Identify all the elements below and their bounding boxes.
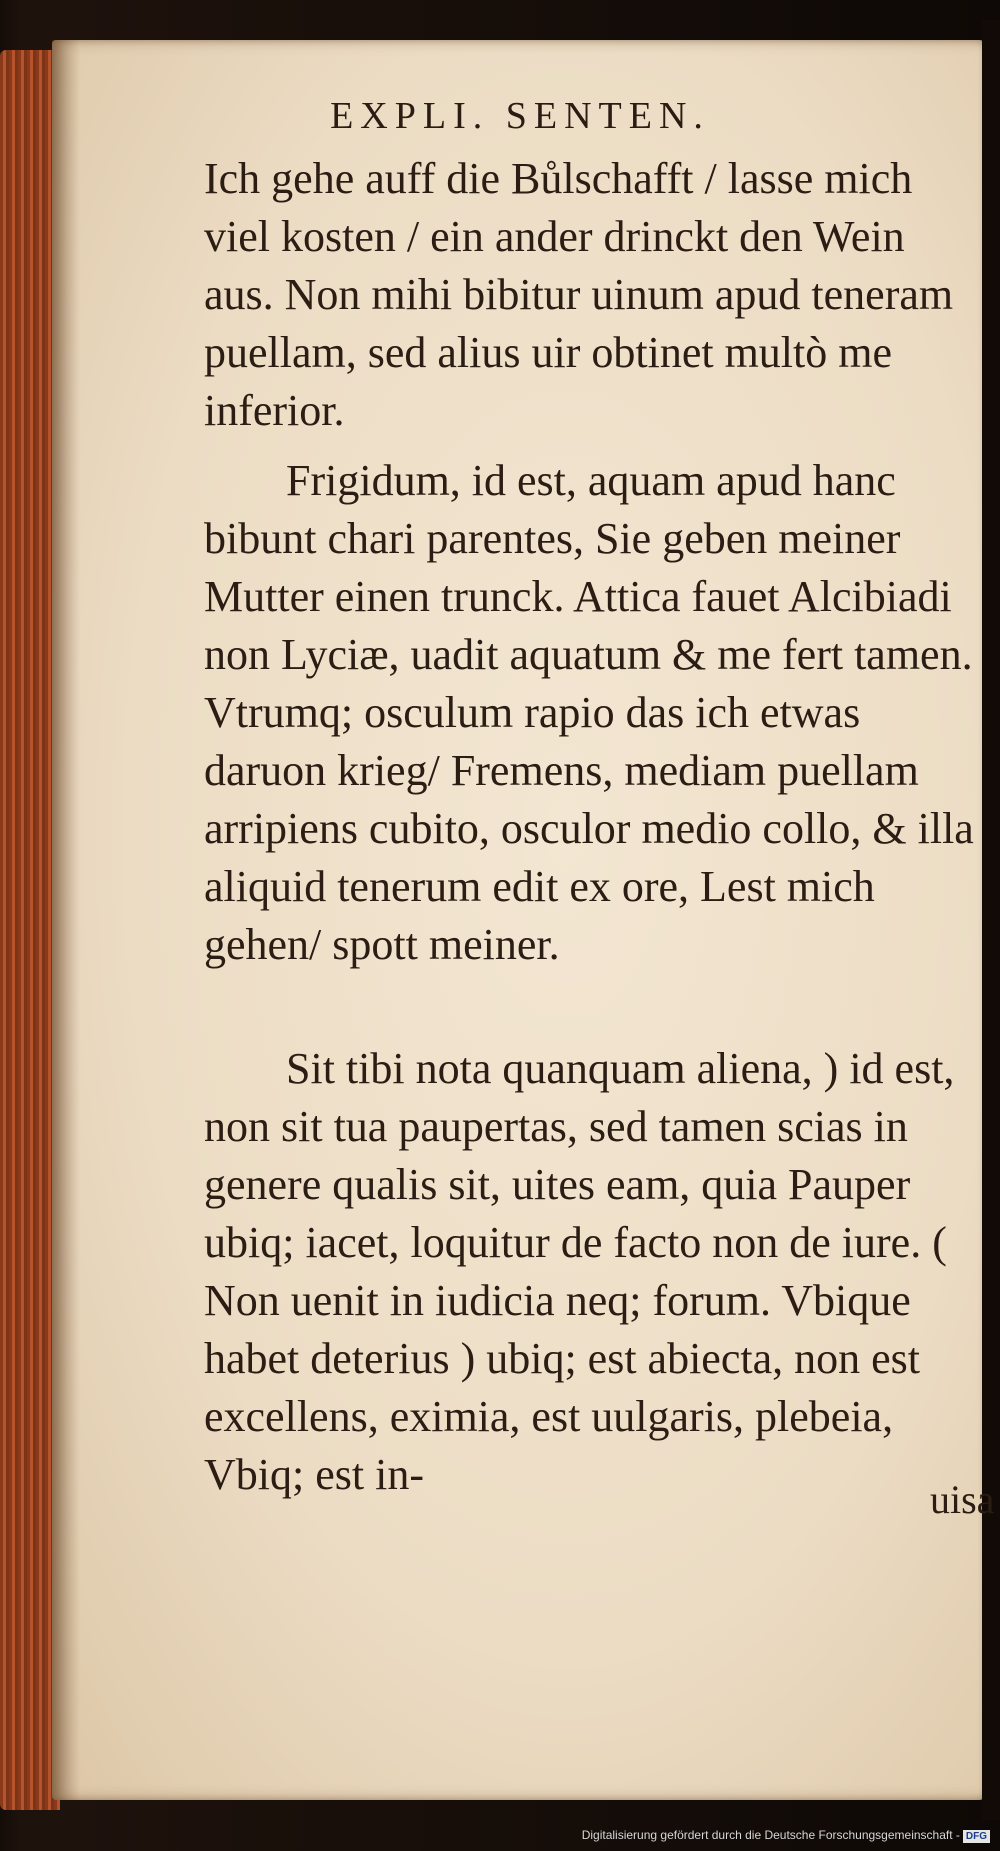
paragraph-1 (204, 150, 974, 440)
funding-note: Digitalisierung gefördert durch die Deutsche Forschungsgemeinschaft - (581, 1828, 960, 1842)
catchword: uisa (930, 1477, 995, 1522)
paragraph-1-text: Ich gehe auff die Bůlschafft / lasse mich viel kosten / ein ander drinckt den Wein aus. Non mihi bibitur uinum apud teneram puellam, sed alius uir obtinet multò me inferior. (204, 154, 954, 435)
paragraph-2-text: Frigidum, id est, aquam apud hanc bibunt chari parentes, Sie geben meiner Mutter einen trunck. Attica fauet Alcibiadi non Lyciæ, uadit aquatum & me fert tamen. Vtrumq; osculum rapio das ich etwas daruon krieg/ Fremens, mediam puellam arripiens cubito, osculor medio collo, & illa aliquid tenerum edit ex ore, Lest mich gehen/ spott meiner. (204, 456, 974, 969)
paragraph-3 (204, 1040, 974, 1504)
funding-footer (560, 1828, 990, 1843)
dfg-logo: DFG (963, 1830, 990, 1843)
paragraph-3-text: Sit tibi nota quanquam aliena, ) id est, non sit tua paupertas, sed tamen scias in genere qualis sit, uites eam, quia Pauper ubiq; iacet, loquitur de facto non de iure. ( Non uenit in iudicia neq; forum. Vbique habet deterius ) ubiq; est abiecta, non est excellens, eximia, est uulgaris, plebeia, Vbiq; est in- (204, 1044, 955, 1499)
paragraph-2 (204, 452, 974, 974)
running-title: EXPLI. SENTEN. (330, 95, 710, 137)
gutter-shadow (52, 40, 80, 1800)
page-edge-red (0, 50, 60, 1810)
right-edge (982, 20, 1000, 1820)
